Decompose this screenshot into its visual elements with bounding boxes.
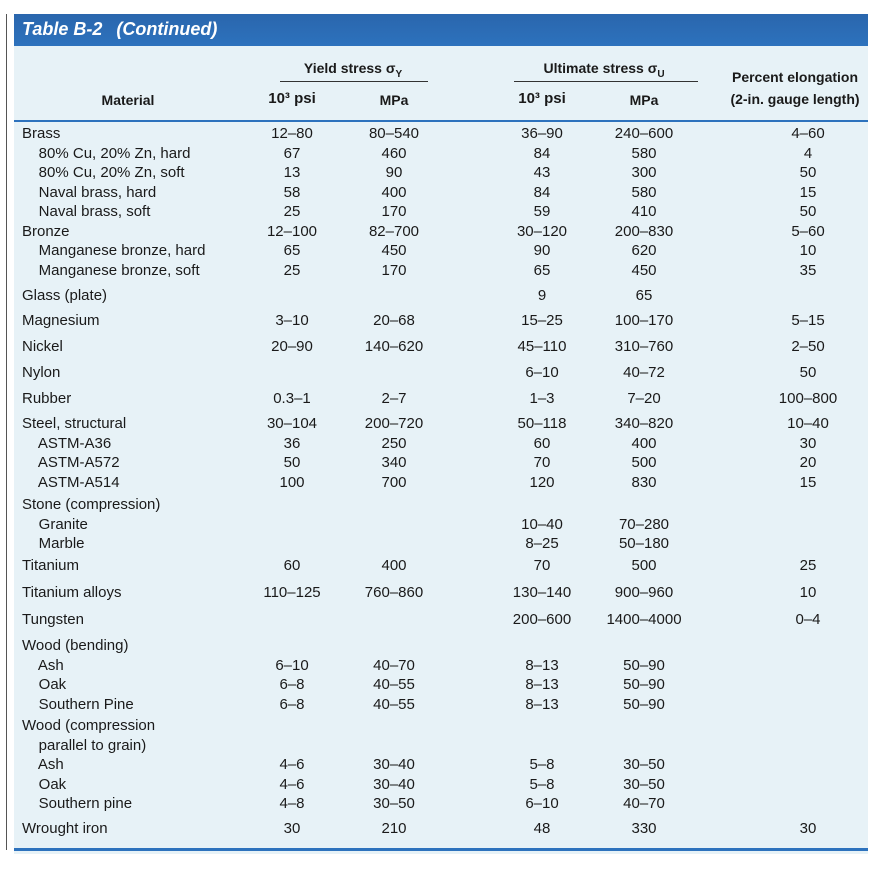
value-cell-y-psi: 12–80 67 13 58 25 12–100 65 25 — [266, 125, 318, 279]
value-cell-y-psi: 20–90 — [271, 338, 313, 355]
value-cell-elong: 2–50 — [791, 338, 825, 355]
value-cell-elong: 100–800 — [778, 390, 838, 407]
header-yield-psi: 10³ psi — [268, 90, 316, 107]
value-cell-u-psi: 15–25 — [521, 312, 563, 329]
material-cell: Wood (compression parallel to grain) Ash Oak Southern pine — [22, 717, 156, 812]
value-cell-y-psi: 110–125 — [263, 584, 321, 601]
value-cell-u-mpa: 310–760 — [614, 338, 674, 355]
value-cell-u-mpa: 50–90 50–90 50–90 — [623, 656, 665, 713]
table-continued: (Continued) — [116, 19, 218, 39]
bottom-rule — [14, 848, 868, 851]
header-elongation-line2: (2-in. gauge length) — [730, 91, 860, 107]
value-cell-u-psi: 5–8 5–8 6–10 — [525, 756, 559, 812]
value-cell-y-mpa: 20–68 — [373, 312, 415, 329]
value-cell-u-mpa: 340–820 400 500 830 — [614, 415, 674, 491]
material-cell: Titanium — [22, 557, 79, 574]
value-cell-y-mpa: 140–620 — [364, 338, 424, 355]
value-cell-u-psi: 48 — [533, 820, 551, 837]
value-cell-elong: 0–4 — [795, 611, 821, 628]
material-cell: Rubber — [22, 390, 72, 407]
value-cell-elong: 10–40 30 20 15 — [787, 415, 829, 491]
value-cell-y-psi: 3–10 — [275, 312, 309, 329]
value-cell-elong: 5–15 — [791, 312, 825, 329]
yield-header-rule — [280, 81, 428, 82]
material-cell: Wood (bending) Ash Oak Southern Pine — [22, 637, 134, 713]
value-cell-y-mpa: 210 — [381, 820, 407, 837]
value-cell-y-psi: 6–10 6–8 6–8 — [275, 656, 309, 713]
value-cell-y-mpa: 200–720 250 340 700 — [364, 415, 424, 491]
value-cell-y-psi: 0.3–1 — [273, 390, 311, 407]
value-cell-u-mpa: 1400–4000 — [606, 611, 682, 628]
ultimate-header-rule — [514, 81, 698, 82]
header-yield-mpa: MPa — [379, 92, 409, 108]
value-cell-u-psi: 50–118 60 70 120 — [517, 415, 567, 491]
value-cell-y-psi: 30 — [283, 820, 301, 837]
value-cell-y-mpa: 2–7 — [381, 390, 407, 407]
value-cell-elong: 50 — [799, 364, 817, 381]
value-cell-elong: 30 — [799, 820, 817, 837]
page-edge-rule — [6, 14, 7, 850]
material-cell: Stone (compression) Granite Marble — [22, 496, 161, 552]
value-cell-u-psi: 36–90 84 43 84 59 30–120 90 65 — [516, 125, 568, 279]
value-cell-u-psi: 9 — [537, 287, 547, 304]
material-cell: Titanium alloys — [22, 584, 122, 601]
value-cell-u-mpa: 100–170 — [614, 312, 674, 329]
value-cell-u-mpa: 240–600 580 300 580 410 200–830 620 450 — [614, 125, 674, 279]
value-cell-y-mpa: 30–40 30–40 30–50 — [373, 756, 415, 812]
material-cell: Wrought iron — [22, 820, 108, 837]
value-cell-u-psi: 70 — [533, 557, 551, 574]
value-cell-y-psi: 60 — [283, 557, 301, 574]
value-cell-y-mpa: 760–860 — [364, 584, 424, 601]
header-yield-stress: Yield stress $\sigma_Y$ — [303, 60, 403, 80]
header-rule — [14, 120, 868, 122]
value-cell-elong: 4–60 4 50 15 50 5–60 10 35 — [791, 125, 825, 279]
material-cell: Nylon — [22, 364, 61, 381]
value-cell-u-psi: 8–13 8–13 8–13 — [525, 656, 559, 713]
value-cell-u-mpa: 900–960 — [614, 584, 674, 601]
value-cell-y-psi: 30–104 36 50 100 — [266, 415, 318, 491]
material-cell: Brass 80% Cu, 20% Zn, hard 80% Cu, 20% Zn, soft Naval brass, hard Naval brass, soft Bronze Manganese bronze, hard Manganese bronze, soft — [22, 125, 206, 279]
material-cell: Steel, structural ASTM-A36 ASTM-A572 ASTM-A514 — [22, 415, 127, 491]
material-cell: Magnesium — [22, 312, 100, 329]
table-number: Table B-2 — [22, 19, 103, 39]
value-cell-u-mpa: 7–20 — [627, 390, 661, 407]
value-cell-u-psi: 1–3 — [529, 390, 555, 407]
value-cell-u-psi: 200–600 — [512, 611, 572, 628]
header-ultimate-mpa: MPa — [629, 92, 659, 108]
value-cell-u-psi: 45–110 — [517, 338, 567, 355]
header-ultimate-psi: 10³ psi — [518, 90, 566, 107]
header-elongation-line1: Percent elongation — [731, 69, 859, 85]
header-material: Material — [101, 92, 155, 108]
value-cell-elong: 25 — [799, 557, 817, 574]
value-cell-elong: 10 — [799, 584, 817, 601]
value-cell-u-psi: 130–140 — [512, 584, 572, 601]
table-title-bar — [14, 14, 868, 46]
value-cell-u-mpa: 500 — [631, 557, 657, 574]
value-cell-y-mpa: 40–70 40–55 40–55 — [373, 656, 415, 713]
value-cell-y-mpa: 400 — [381, 557, 407, 574]
value-cell-u-psi: 10–40 8–25 — [521, 515, 563, 552]
table-title — [22, 19, 217, 40]
material-cell: Glass (plate) — [22, 287, 108, 304]
value-cell-u-psi: 6–10 — [525, 364, 559, 381]
value-cell-u-mpa: 40–72 — [623, 364, 665, 381]
material-cell: Nickel — [22, 338, 63, 355]
value-cell-y-psi: 4–6 4–6 4–8 — [279, 756, 305, 812]
material-cell: Tungsten — [22, 611, 84, 628]
header-ultimate-stress: Ultimate stress $\sigma_U$ — [543, 60, 665, 80]
value-cell-u-mpa: 70–280 50–180 — [618, 515, 670, 552]
value-cell-u-mpa: 330 — [631, 820, 657, 837]
value-cell-u-mpa: 65 — [635, 287, 653, 304]
value-cell-y-mpa: 80–540 460 90 400 170 82–700 450 170 — [368, 125, 420, 279]
table-sheet — [14, 14, 868, 854]
value-cell-u-mpa: 30–50 30–50 40–70 — [623, 756, 665, 812]
